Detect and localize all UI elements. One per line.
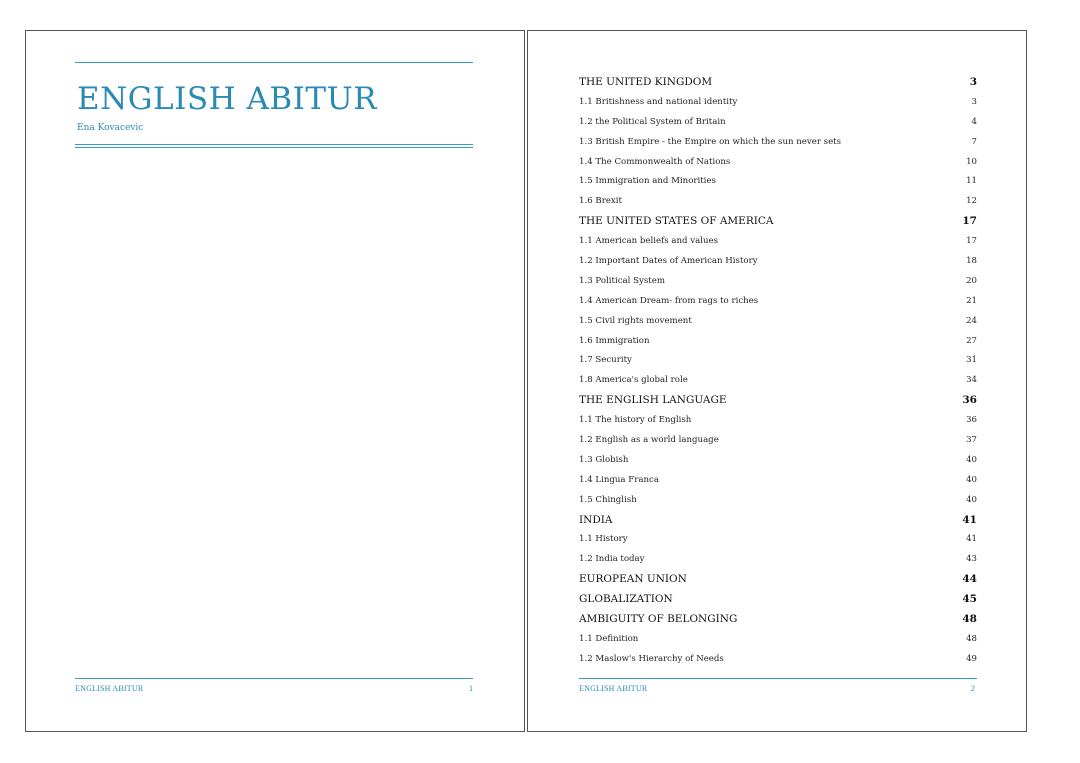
toc-entry-page-number: 3 [969,75,977,88]
toc-entry-label: 1.1 History [579,534,628,545]
toc-entry-page-number: 27 [966,335,977,346]
toc-entry-label: 1.3 British Empire - the Empire on which the sun never sets [579,136,842,147]
footer-page-number: 1 [469,684,474,693]
toc-entry-page-number: 45 [962,593,977,606]
toc-entry-label: 1.3 Political System [579,275,665,286]
toc-section-entry[interactable] [579,132,977,152]
toc-entry-label: EUROPEAN UNION [579,573,687,586]
toc-entry-label: 1.8 America's global role [579,375,688,386]
toc-section-entry[interactable] [579,331,977,351]
toc-chapter-entry[interactable] [579,211,977,231]
header-rule [75,62,473,63]
document-title: ENGLISH ABITUR [77,81,378,117]
toc-entry-page-number: 43 [966,554,977,565]
toc-section-entry[interactable] [579,430,977,450]
toc-entry-page-number: 36 [962,394,977,407]
toc-section-entry[interactable] [579,171,977,191]
toc-entry-page-number: 44 [962,573,977,586]
toc-entry-page-number: 10 [966,156,977,167]
toc-entry-page-number: 24 [966,315,977,326]
toc-entry-label: THE UNITED STATES OF AMERICA [579,215,774,228]
toc-entry-label: 1.2 India today [579,554,645,565]
footer-label: ENGLISH ABITUR [579,684,648,693]
toc-entry-label: 1.1 The history of English [579,415,692,426]
toc-section-entry[interactable] [579,629,977,649]
toc-entry-page-number: 41 [962,513,977,526]
toc-entry-page-number: 48 [962,612,977,625]
toc-entry-page-number: 34 [966,375,977,386]
toc-entry-label: 1.5 Immigration and Minorities [579,176,716,187]
toc-entry-page-number: 36 [966,415,977,426]
toc-section-entry[interactable] [579,112,977,132]
footer-page-number: 2 [971,684,976,693]
footer-rule [579,678,977,679]
toc-section-entry[interactable] [579,231,977,251]
toc-entry-label: THE UNITED KINGDOM [579,75,713,88]
toc-entry-page-number: 48 [966,633,977,644]
toc-entry-label: GLOBALIZATION [579,593,673,606]
toc-entry-label: 1.2 the Political System of Britain [579,116,726,127]
toc-entry-label: 1.2 Important Dates of American History [579,255,758,266]
toc-section-entry[interactable] [579,350,977,370]
toc-entry-page-number: 40 [966,454,977,465]
toc-entry-label: INDIA [579,513,613,526]
toc-entry-page-number: 4 [971,116,977,127]
footer-rule [75,678,473,679]
toc-entry-label: 1.6 Brexit [579,196,622,207]
toc-chapter-entry[interactable] [579,589,977,609]
toc-section-entry[interactable] [579,649,977,669]
toc-entry-label: AMBIGUITY OF BELONGING [579,612,738,625]
toc-entry-label: 1.4 The Commonwealth of Nations [579,156,731,167]
toc-entry-label: 1.1 American beliefs and values [579,236,719,247]
toc-entry-label: 1.7 Security [579,355,632,366]
toc-chapter-entry[interactable] [579,510,977,530]
toc-entry-page-number: 12 [966,196,977,207]
toc-entry-label: THE ENGLISH LANGUAGE [579,394,727,407]
toc-section-entry[interactable] [579,370,977,390]
toc-chapter-entry[interactable] [579,72,977,92]
toc-entry-page-number: 11 [966,176,977,187]
toc-section-entry[interactable] [579,251,977,271]
toc-section-entry[interactable] [579,191,977,211]
toc-section-entry[interactable] [579,490,977,510]
author-name: Ena Kovacevic [77,123,144,133]
toc-section-entry[interactable] [579,470,977,490]
toc-section-entry[interactable] [579,549,977,569]
toc-chapter-entry[interactable] [579,390,977,410]
toc-entry-page-number: 18 [966,255,977,266]
toc-entry-page-number: 41 [966,534,977,545]
toc-entry-label: 1.1 Britishness and national identity [579,96,738,107]
toc-entry-page-number: 31 [966,355,977,366]
toc-entry-label: 1.3 Globish [579,454,629,465]
toc-section-entry[interactable] [579,450,977,470]
toc-section-entry[interactable] [579,529,977,549]
document-page-2 [527,30,1027,732]
toc-entry-label: 1.2 English as a world language [579,434,719,445]
toc-section-entry[interactable] [579,311,977,331]
toc-entry-label: 1.5 Civil rights movement [579,315,692,326]
toc-chapter-entry[interactable] [579,569,977,589]
document-page-1 [25,30,525,732]
table-of-contents [579,72,977,669]
toc-entry-label: 1.2 Maslow's Hierarchy of Needs [579,653,724,664]
toc-section-entry[interactable] [579,271,977,291]
toc-entry-label: 1.4 Lingua Franca [579,474,659,485]
toc-entry-label: 1.4 American Dream- from rags to riches [579,295,759,306]
footer-label: ENGLISH ABITUR [75,684,144,693]
toc-entry-page-number: 3 [971,96,977,107]
toc-entry-page-number: 49 [966,653,977,664]
toc-entry-page-number: 37 [966,434,977,445]
toc-entry-label: 1.5 Chinglish [579,494,637,505]
toc-entry-page-number: 20 [966,275,977,286]
toc-entry-page-number: 17 [962,215,977,228]
toc-entry-page-number: 17 [966,236,977,247]
toc-section-entry[interactable] [579,152,977,172]
toc-section-entry[interactable] [579,92,977,112]
toc-entry-page-number: 40 [966,494,977,505]
toc-chapter-entry[interactable] [579,609,977,629]
title-rule-lower [75,147,473,148]
toc-section-entry[interactable] [579,291,977,311]
toc-entry-page-number: 7 [971,136,977,147]
toc-entry-label: 1.1 Definition [579,633,639,644]
toc-entry-page-number: 40 [966,474,977,485]
title-rule-upper [75,144,473,145]
toc-section-entry[interactable] [579,410,977,430]
toc-entry-label: 1.6 Immigration [579,335,650,346]
toc-entry-page-number: 21 [966,295,977,306]
